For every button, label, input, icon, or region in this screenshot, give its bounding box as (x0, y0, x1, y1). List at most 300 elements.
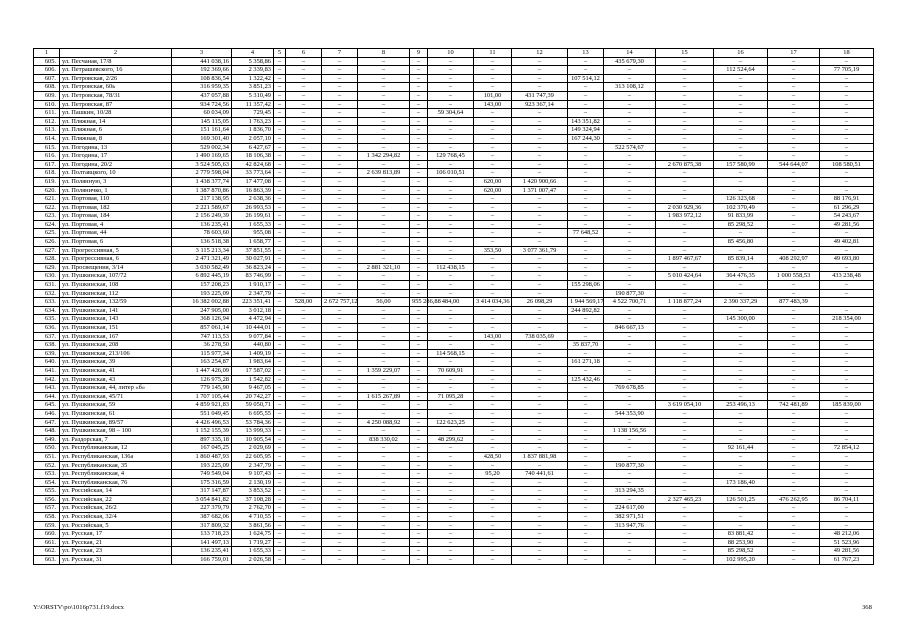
table-cell: – (604, 495, 656, 504)
table-cell: – (286, 409, 322, 418)
table-cell: – (274, 478, 286, 487)
table-cell: 747 113,53 (172, 332, 232, 341)
table-cell: – (322, 409, 358, 418)
table-cell: – (322, 246, 358, 255)
table-cell: 17 477,08 (232, 177, 274, 186)
table-cell: – (604, 538, 656, 547)
table-cell: – (410, 470, 428, 479)
table-row (34, 306, 874, 315)
table-cell: – (714, 117, 768, 126)
table-cell: 657. (34, 504, 60, 513)
table-cell: – (428, 530, 474, 539)
table-cell: – (286, 74, 322, 83)
table-cell: 91 833,99 (714, 212, 768, 221)
table-cell: – (286, 332, 322, 341)
table-cell: – (410, 134, 428, 143)
table-cell: 313 294,35 (604, 487, 656, 496)
table-cell: – (410, 152, 428, 161)
table-cell: – (322, 117, 358, 126)
table-cell: – (358, 470, 410, 479)
table-cell: – (656, 169, 714, 178)
table-cell: – (410, 530, 428, 539)
table-cell: – (428, 186, 474, 195)
table-cell: – (568, 487, 604, 496)
table-cell: – (286, 91, 322, 100)
table-cell: – (428, 324, 474, 333)
table-cell: 658. (34, 513, 60, 522)
table-cell: – (656, 177, 714, 186)
table-cell: 662. (34, 547, 60, 556)
table-cell: – (358, 375, 410, 384)
table-cell: 92 161,44 (714, 444, 768, 453)
table-cell: – (604, 160, 656, 169)
table-cell: – (358, 444, 410, 453)
table-cell: 742 481,89 (768, 401, 820, 410)
table-cell: – (286, 272, 322, 281)
table-cell: 37 851,55 (232, 246, 274, 255)
table-cell: – (428, 341, 474, 350)
table-cell: – (604, 195, 656, 204)
table-cell: 1 655,33 (232, 547, 274, 556)
table-cell: 663. (34, 556, 60, 565)
table-cell: – (512, 143, 568, 152)
table-cell: – (568, 160, 604, 169)
table-cell: 169 301,40 (172, 134, 232, 143)
table-cell: 317 809,32 (172, 521, 232, 530)
table-cell: ул. Пляжная, 8 (60, 134, 172, 143)
table-row (34, 547, 874, 556)
table-cell: – (568, 255, 604, 264)
table-cell: – (656, 238, 714, 247)
table-cell: – (410, 324, 428, 333)
table-cell: 85 298,52 (714, 220, 768, 229)
table-cell: – (474, 109, 512, 118)
table-cell: – (286, 83, 322, 92)
table-cell: – (714, 109, 768, 118)
table-cell: – (568, 435, 604, 444)
table-cell: 313 108,12 (604, 83, 656, 92)
table-cell: – (568, 384, 604, 393)
table-cell: – (656, 186, 714, 195)
table-cell: – (274, 384, 286, 393)
table-cell: – (322, 366, 358, 375)
table-cell: – (714, 186, 768, 195)
table-row (34, 229, 874, 238)
table-cell: 224 617,00 (604, 504, 656, 513)
table-cell: – (274, 521, 286, 530)
table-cell: 623. (34, 212, 60, 221)
table-cell: 612. (34, 117, 60, 126)
table-cell: – (568, 272, 604, 281)
table-cell: – (286, 212, 322, 221)
table-cell: 36 823,24 (232, 263, 274, 272)
table-cell: 779 145,90 (172, 384, 232, 393)
table-cell: – (820, 126, 874, 135)
table-cell: 56,00 (358, 298, 410, 307)
table-cell: 4 250 088,92 (358, 418, 410, 427)
table-cell: – (322, 152, 358, 161)
table-cell: – (768, 238, 820, 247)
table-cell: 2 347,79 (232, 289, 274, 298)
table-cell: – (568, 521, 604, 530)
table-cell: – (428, 521, 474, 530)
table-cell: – (274, 186, 286, 195)
table-cell: 1 322,42 (232, 74, 274, 83)
table-cell: 769 678,85 (604, 384, 656, 393)
table-row (34, 530, 874, 539)
table-cell: 440,80 (232, 341, 274, 350)
table-cell: – (820, 109, 874, 118)
table-cell: – (286, 513, 322, 522)
table-cell: – (322, 229, 358, 238)
table-cell: ул. Российская, 26/2 (60, 504, 172, 513)
table-cell: – (604, 229, 656, 238)
table-cell: – (768, 57, 820, 66)
table-cell: – (274, 341, 286, 350)
table-cell: 6 427,67 (232, 143, 274, 152)
table-cell: – (512, 375, 568, 384)
table-cell: ул. Российская, 5 (60, 521, 172, 530)
table-row (34, 246, 874, 255)
table-cell: – (322, 427, 358, 436)
table-cell: ул. Русская, 17 (60, 530, 172, 539)
table-cell: – (512, 513, 568, 522)
table-cell: – (768, 152, 820, 161)
table-cell: 48 299,62 (428, 435, 474, 444)
table-cell: 611. (34, 109, 60, 118)
table-cell: ул. Погодина, 13 (60, 143, 172, 152)
table-cell: – (322, 470, 358, 479)
table-cell: – (322, 203, 358, 212)
table-cell: – (274, 152, 286, 161)
table-cell: – (286, 530, 322, 539)
table-cell: – (474, 255, 512, 264)
table-cell: – (474, 504, 512, 513)
table-cell: 175 316,59 (172, 478, 232, 487)
table-cell: 1 615 267,89 (358, 392, 410, 401)
table-row (34, 238, 874, 247)
table-cell: ул. Пушкинская, 141 (60, 306, 172, 315)
table-cell: – (322, 74, 358, 83)
table-cell: – (568, 100, 604, 109)
table-cell: 125 432,46 (568, 375, 604, 384)
table-cell: 624. (34, 220, 60, 229)
table-cell: – (358, 195, 410, 204)
table-cell: – (286, 203, 322, 212)
table-cell: 126 501,25 (714, 495, 768, 504)
table-cell: 1 655,33 (232, 220, 274, 229)
table-cell: 2 779 598,04 (172, 169, 232, 178)
table-cell: – (358, 272, 410, 281)
table-row (34, 66, 874, 75)
table-cell: – (428, 160, 474, 169)
table-cell: 13 999,33 (232, 427, 274, 436)
table-cell: – (714, 461, 768, 470)
table-cell: – (358, 281, 410, 290)
table-cell: – (428, 66, 474, 75)
table-cell: – (656, 547, 714, 556)
table-row (34, 220, 874, 229)
table-cell: 630. (34, 272, 60, 281)
table-cell: – (358, 100, 410, 109)
table-cell: – (428, 384, 474, 393)
table-cell: – (656, 281, 714, 290)
table-cell: 126 323,68 (714, 195, 768, 204)
table-cell: – (428, 281, 474, 290)
table-cell: – (820, 229, 874, 238)
table-cell: 35 837,70 (568, 341, 604, 350)
table-cell: 647. (34, 418, 60, 427)
table-cell: 193 225,09 (172, 289, 232, 298)
table-row (34, 358, 874, 367)
table-cell: – (474, 409, 512, 418)
table-cell: – (512, 289, 568, 298)
table-cell: – (358, 332, 410, 341)
table-cell: – (410, 160, 428, 169)
table-cell: – (358, 478, 410, 487)
table-cell: – (768, 435, 820, 444)
table-row (34, 341, 874, 350)
table-cell: – (656, 66, 714, 75)
table-cell: 364 476,35 (714, 272, 768, 281)
table-row (34, 461, 874, 470)
table-row (34, 452, 874, 461)
table-cell: – (322, 504, 358, 513)
table-cell: – (656, 470, 714, 479)
table-cell: – (512, 272, 568, 281)
table-cell: 143,00 (474, 332, 512, 341)
table-cell: – (714, 375, 768, 384)
table-cell: 59 304,64 (428, 109, 474, 118)
table-cell: – (474, 195, 512, 204)
table-cell: – (474, 495, 512, 504)
table-cell: – (286, 478, 322, 487)
table-cell: – (428, 229, 474, 238)
table-cell: – (322, 255, 358, 264)
table-cell: – (512, 504, 568, 513)
table-cell: – (286, 143, 322, 152)
table-cell: 316 959,35 (172, 83, 232, 92)
table-cell: – (274, 220, 286, 229)
table-cell: 3 115 213,34 (172, 246, 232, 255)
table-cell: – (512, 109, 568, 118)
table-cell: ул. Русская, 31 (60, 556, 172, 565)
table-cell: 4 522 700,71 (604, 298, 656, 307)
table-row (34, 152, 874, 161)
table-cell: – (274, 349, 286, 358)
table-cell: – (512, 83, 568, 92)
table-cell: – (568, 418, 604, 427)
table-cell: – (358, 66, 410, 75)
table-cell: – (820, 169, 874, 178)
table-cell: 617. (34, 160, 60, 169)
table-cell: – (820, 332, 874, 341)
table-cell: 955 286,88 (410, 298, 428, 307)
table-cell: – (656, 57, 714, 66)
table-cell: – (768, 91, 820, 100)
table-cell: – (410, 538, 428, 547)
table-row (34, 427, 874, 436)
table-cell: 83 881,42 (714, 530, 768, 539)
table-cell: 3 524 505,63 (172, 160, 232, 169)
table-cell: 1 897 467,67 (656, 255, 714, 264)
table-cell: 3 054 841,82 (172, 495, 232, 504)
table-cell: – (512, 366, 568, 375)
table-cell: – (474, 281, 512, 290)
table-cell: 3 619 054,10 (656, 401, 714, 410)
table-cell: ул. Полтавцкого, 10 (60, 169, 172, 178)
column-header: 2 (60, 49, 172, 58)
table-cell: – (286, 375, 322, 384)
table-cell: – (604, 375, 656, 384)
table-cell: 51 523,96 (820, 538, 874, 547)
table-cell: 1 658,77 (232, 238, 274, 247)
table-cell: 655. (34, 487, 60, 496)
table-cell: 484,00 (428, 298, 474, 307)
table-cell: – (410, 281, 428, 290)
table-cell: – (286, 384, 322, 393)
table-cell: – (768, 306, 820, 315)
table-cell: – (656, 513, 714, 522)
table-cell: ул. Поляничко, 1 (60, 186, 172, 195)
table-cell: – (286, 126, 322, 135)
table-cell: – (322, 487, 358, 496)
table-cell: – (604, 255, 656, 264)
table-cell: 1 836,70 (232, 126, 274, 135)
table-cell: – (322, 444, 358, 453)
table-cell: – (512, 66, 568, 75)
table-cell: – (428, 478, 474, 487)
table-cell: – (428, 289, 474, 298)
table-cell: 17 587,02 (232, 366, 274, 375)
table-cell: – (820, 143, 874, 152)
table-cell: – (604, 126, 656, 135)
column-header: 8 (358, 49, 410, 58)
table-row (34, 212, 874, 221)
table-cell: – (410, 186, 428, 195)
table-cell: – (410, 556, 428, 565)
table-cell: – (714, 229, 768, 238)
table-cell: – (820, 83, 874, 92)
column-header: 16 (714, 49, 768, 58)
table-cell: – (568, 195, 604, 204)
table-cell: – (768, 109, 820, 118)
table-cell: – (512, 495, 568, 504)
table-cell: – (768, 461, 820, 470)
table-cell: 190 877,30 (604, 289, 656, 298)
table-cell: – (512, 160, 568, 169)
table-cell: – (474, 134, 512, 143)
table-cell: – (474, 289, 512, 298)
table-cell: – (512, 126, 568, 135)
table-cell: – (274, 306, 286, 315)
table-cell: – (428, 556, 474, 565)
table-cell: – (358, 109, 410, 118)
table-cell: – (322, 358, 358, 367)
table-cell: – (358, 160, 410, 169)
table-cell: – (604, 547, 656, 556)
table-cell: – (714, 349, 768, 358)
table-row (34, 203, 874, 212)
table-cell: ул. Пляжная, 6 (60, 126, 172, 135)
table-cell: 22 605,95 (232, 452, 274, 461)
column-header: 10 (428, 49, 474, 58)
table-cell: 155 298,06 (568, 281, 604, 290)
table-cell: 2 030 929,36 (656, 203, 714, 212)
table-cell: – (820, 152, 874, 161)
table-cell: – (714, 341, 768, 350)
table-cell: 3 851,23 (232, 83, 274, 92)
table-cell: – (768, 83, 820, 92)
table-cell: – (820, 117, 874, 126)
table-cell: 1 983 972,12 (656, 212, 714, 221)
table-cell: – (656, 246, 714, 255)
table-cell: – (286, 435, 322, 444)
data-table (33, 48, 874, 565)
table-row (34, 91, 874, 100)
table-cell: – (428, 332, 474, 341)
table-cell: – (286, 186, 322, 195)
table-cell: – (568, 427, 604, 436)
table-cell: – (428, 427, 474, 436)
table-cell: – (286, 427, 322, 436)
table-cell: – (714, 263, 768, 272)
table-cell: – (474, 392, 512, 401)
table-cell: – (274, 513, 286, 522)
table-cell: – (286, 246, 322, 255)
table-cell: – (512, 212, 568, 221)
table-cell: 49 402,81 (820, 238, 874, 247)
table-row (34, 556, 874, 565)
table-cell: – (656, 521, 714, 530)
table-cell: – (428, 487, 474, 496)
table-cell: – (768, 418, 820, 427)
table-cell: – (568, 169, 604, 178)
table-cell: – (474, 435, 512, 444)
table-cell: 620,00 (474, 186, 512, 195)
table-cell: – (428, 143, 474, 152)
table-cell: 605. (34, 57, 60, 66)
table-cell: 4 859 921,83 (172, 401, 232, 410)
table-cell: – (410, 109, 428, 118)
table-cell: – (410, 392, 428, 401)
table-cell: 115 977,34 (172, 349, 232, 358)
table-cell: – (474, 530, 512, 539)
table-cell: 4 710,55 (232, 513, 274, 522)
table-cell: – (714, 504, 768, 513)
table-cell: – (768, 117, 820, 126)
table-cell: – (512, 238, 568, 247)
table-cell: 639. (34, 349, 60, 358)
table-cell: – (410, 547, 428, 556)
table-cell: – (410, 332, 428, 341)
table-cell: 77 705,19 (820, 66, 874, 75)
table-cell: – (820, 452, 874, 461)
table-cell: – (512, 547, 568, 556)
table-cell: 435 679,30 (604, 57, 656, 66)
table-cell: – (604, 246, 656, 255)
table-cell: – (474, 375, 512, 384)
table-cell: – (474, 521, 512, 530)
table-cell: – (474, 203, 512, 212)
table-cell: – (474, 57, 512, 66)
table-cell: – (274, 169, 286, 178)
table-cell: – (322, 556, 358, 565)
table-cell: – (358, 547, 410, 556)
table-cell: ул. Пушкинская, 112 (60, 289, 172, 298)
table-cell: – (410, 83, 428, 92)
table-cell: 955,08 (232, 229, 274, 238)
